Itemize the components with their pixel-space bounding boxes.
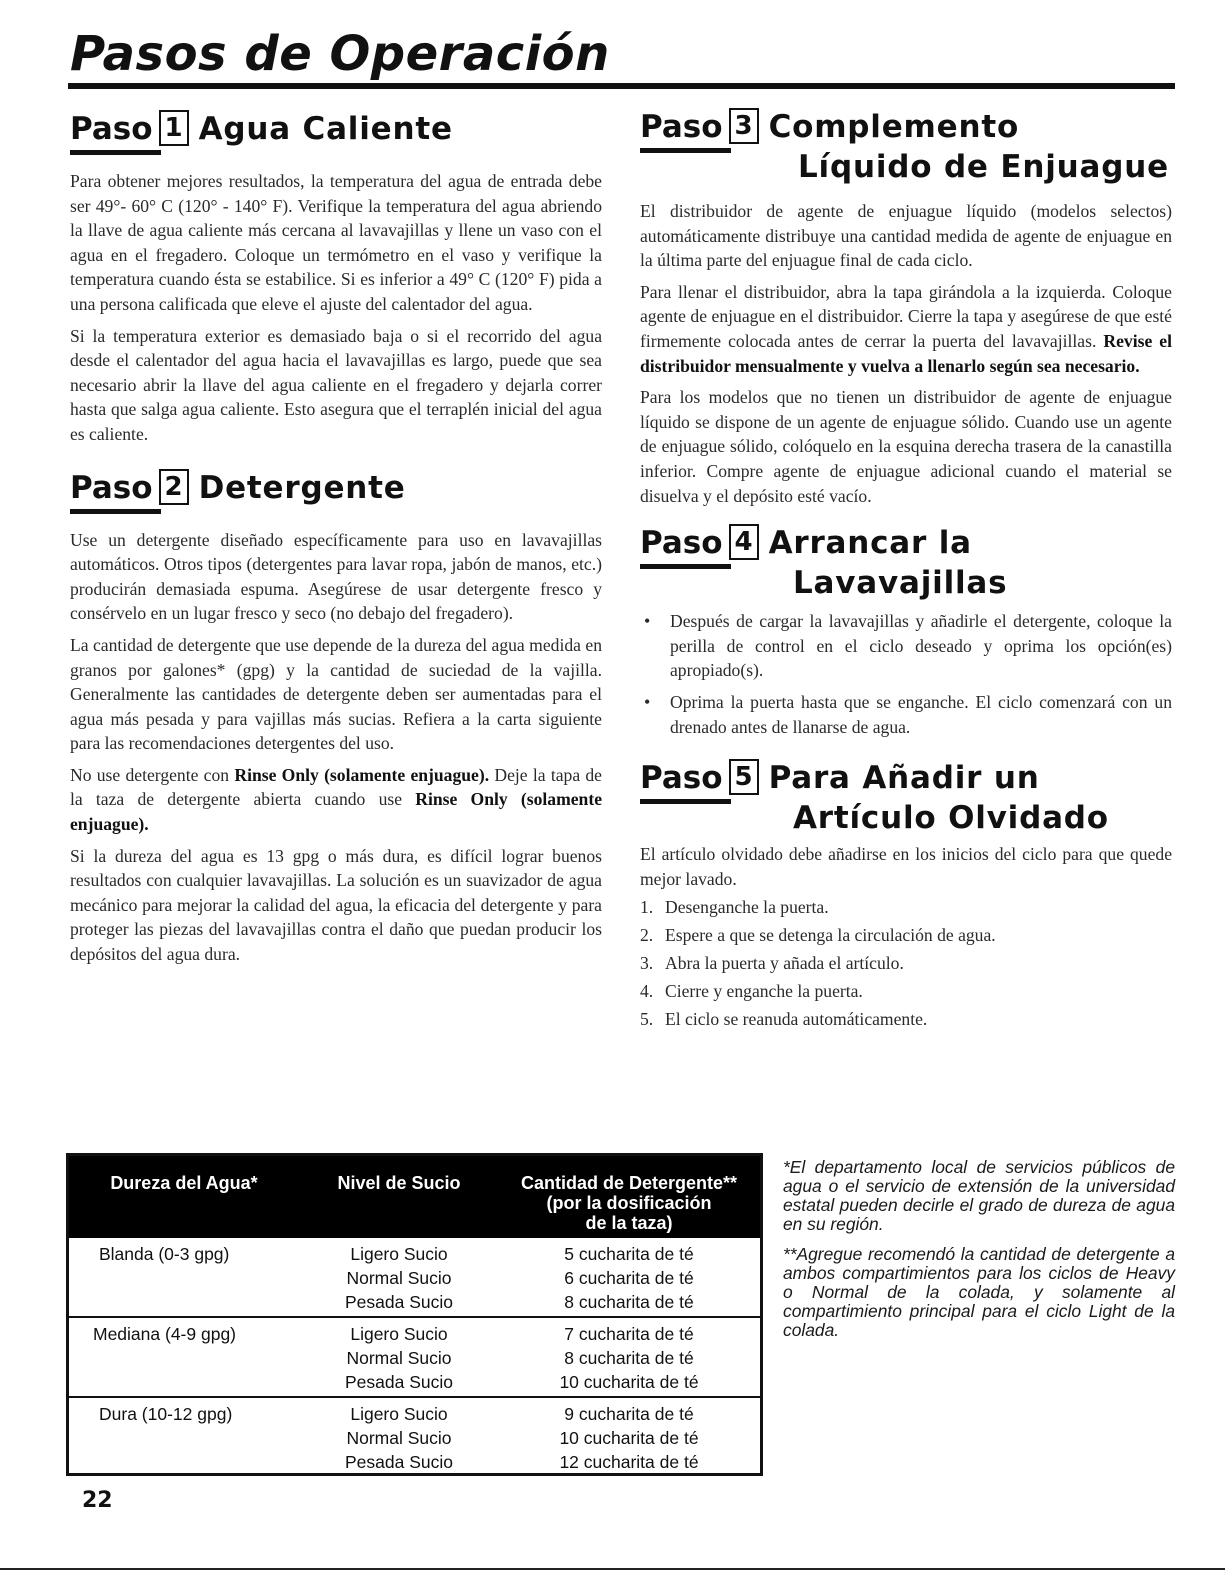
detergent-table [66, 1153, 763, 1476]
step-1-title: Agua Caliente [198, 111, 453, 147]
list-item-number: 5. [640, 1009, 654, 1030]
header-detergent-amount-line-1: Cantidad de Detergente** [520, 1173, 738, 1193]
header-detergent-amount-line-3: de la taza) [585, 1213, 673, 1233]
step-3-paragraph-1: El distribuidor de agente de enjuague líquido (modelos selectos) automáticamente distribuye una cantidad medida de agente de enjuague en la última parte del enjuague final de cada ciclo. [640, 201, 1172, 271]
step-5-title-line-2: Artículo Olvidado [793, 800, 1109, 837]
list-item: • Después de cargar la lavavajillas y añadirle el detergente, coloque la perilla de control en el ciclo deseado y oprima los opción(es) apropiado(s). [640, 609, 1172, 683]
step-2-number: 2 [159, 469, 189, 505]
step-3-heading [640, 108, 1172, 185]
hardness-cell: Dura (10-12 gpg) [99, 1404, 233, 1424]
step-4-heading [640, 524, 1172, 601]
step-3-word: Paso [640, 109, 723, 149]
hardness-cell: Blanda (0-3 gpg) [99, 1244, 230, 1264]
list-item-text: Cierre y enganche la puerta. [665, 981, 863, 1002]
page-number: 22 [82, 1488, 113, 1513]
detergent-amount: 7 cucharita de té [564, 1324, 694, 1344]
list-item [640, 1005, 1172, 1033]
hardness-footnote: *El departamento local de servicios públicos de agua o el servicio de extensión de la universidad estatal pueden decirle el grado de dureza de agua en su región. [783, 1157, 1175, 1234]
header-detergent-amount [499, 1156, 759, 1238]
soil-level: Normal Sucio [346, 1268, 452, 1288]
step-2-paragraph-1: Use un detergente diseñado específicamente para uso en lavavajillas automáticos. Otros tipos (detergentes para lavar ropa, jabón de manos, etc.) producirán demasiada espuma. Asegúrese de usar detergente fresco y consérvelo en un lugar fresco y seco (no debajo del fregadero). [70, 529, 602, 624]
list-item [640, 977, 1172, 1005]
step-1-number: 1 [159, 110, 189, 146]
list-item [640, 949, 1172, 977]
step-4-bullets [640, 609, 1172, 739]
step-1-paragraph-2: Si la temperatura exterior es demasiado baja o si el recorrido del agua desde el calentador del agua hacia el lavavajillas es largo, puede que sea necesario abrir la llave del agua caliente en el fregadero y dejarla correr hasta que salga agua caliente. Esto asegura que el terraplén inicial del agua es caliente. [70, 325, 602, 444]
amount-cell [499, 1402, 759, 1474]
soil-level: Pesada Sucio [345, 1372, 453, 1392]
hardness-cell: Mediana (4-9 gpg) [93, 1324, 236, 1344]
title-rule [68, 83, 1175, 89]
table-row [69, 1398, 760, 1476]
amount-cell [499, 1322, 759, 1394]
list-item-text: Espere a que se detenga la circulación de agua. [665, 925, 996, 946]
step-3-title-line-1: Complemento [768, 109, 1020, 145]
step-4-number: 4 [729, 524, 759, 560]
list-item-text: Desenganche la puerta. [665, 897, 829, 918]
rinse-only-label-1: Rinse Only (solamente enjuague). [234, 764, 490, 785]
table-header [69, 1156, 760, 1238]
bottom-rule [0, 1568, 1225, 1570]
step-1-paragraph-1: Para obtener mejores resultados, la temperatura del agua de entrada debe ser 49°- 60° C (120° - 140° F). Verifique la temperatura del agua abriendo la llave de agua caliente más cercana al lavavajillas y llene un vaso con el agua en el fregadero. Coloque un termómetro en el vaso y verifique la temperatura cuando ésta se estabilice. Si es inferior a 49° C (120° F) pida a una persona calificada que eleve el ajuste del calentador del agua. [70, 171, 602, 314]
soil-level: Pesada Sucio [345, 1292, 453, 1312]
amount-cell [499, 1242, 759, 1314]
header-water-hardness: Dureza del Agua* [110, 1173, 258, 1193]
step-4-word: Paso [640, 525, 723, 565]
step-5-list [640, 893, 1172, 1033]
step-3-paragraph-3: Para los modelos que no tienen un distribuidor de agente de enjuague líquido se dispone de un agente de enjuague sólido. Cuando use un agente de enjuague sólido, colóquelo en la esquina derecha trasera de la canastilla inferior. Compre agente de enjuague adicional cuando el material se disuelva y el depósito esté vacío. [640, 387, 1172, 506]
detergent-amount: 5 cucharita de té [564, 1244, 694, 1264]
list-item-text: Abra la puerta y añada el artículo. [665, 953, 904, 974]
step-4-title-line-2: Lavavajillas [793, 565, 1008, 602]
soil-level: Normal Sucio [346, 1428, 452, 1448]
detergent-amount: 10 cucharita de té [559, 1428, 699, 1448]
soil-level: Ligero Sucio [350, 1404, 448, 1424]
header-soil-level: Nivel de Sucio [337, 1173, 461, 1193]
step-5-word: Paso [640, 760, 723, 800]
detergent-amount: 10 cucharita de té [559, 1372, 699, 1392]
soil-level-cell [299, 1322, 499, 1394]
step-1-heading [70, 110, 602, 151]
step-3-title-line-2: Líquido de Enjuague [798, 149, 1169, 185]
detergent-amount: 8 cucharita de té [564, 1292, 694, 1312]
soil-level: Pesada Sucio [345, 1452, 453, 1472]
list-item-text: El ciclo se reanuda automáticamente. [665, 1009, 928, 1030]
step-5-paragraph-1: El artículo olvidado debe añadirse en los inicios del ciclo para que quede mejor lavado. [640, 844, 1172, 889]
soil-level-cell [299, 1402, 499, 1474]
step-3-number: 3 [729, 108, 759, 144]
rinse-note-text-b: Deje la tapa de la taza de detergente abierta cuando use [70, 764, 602, 810]
right-column [640, 108, 1172, 1033]
step-1-word: Paso [70, 111, 153, 151]
step-2-title: Detergente [198, 469, 406, 506]
step-2-paragraph-3 [70, 763, 602, 837]
step-2-paragraph-2: La cantidad de detergente que use depende de la dureza del agua medida en granos por galones* (gpg) y la cantidad de suciedad de la vajilla. Generalmente las cantidades de detergente deben ser aumentadas para el agua más pesada y para vajillas más sucias. Refiera a la carta siguiente para las recomendaciones detergentes del uso. [70, 634, 602, 754]
detergent-amount: 6 cucharita de té [564, 1268, 694, 1288]
soil-level: Ligero Sucio [350, 1324, 448, 1344]
list-item [640, 893, 1172, 921]
rinse-only-label-2: Rinse Only (solamente enjuague). [70, 789, 603, 835]
step-5-number: 5 [729, 759, 759, 795]
rinse-note-text-a: No use detergente con [70, 764, 235, 785]
list-item-number: 3. [640, 953, 654, 974]
step-2-word: Paso [70, 470, 153, 510]
list-item: • Oprima la puerta hasta que se enganche. El ciclo comenzará con un drenado antes de llanarse de agua. [640, 690, 1172, 739]
table-row [69, 1238, 760, 1318]
list-item [640, 921, 1172, 949]
left-column [70, 110, 602, 974]
step-5-heading [640, 759, 1172, 836]
refill-warning: Revise el distribuidor mensualmente y vuelva a llenarlo según sea necesario. [640, 330, 1172, 376]
detergent-amount: 12 cucharita de té [559, 1452, 699, 1472]
step-4-title-line-1: Arrancar la [768, 525, 972, 562]
step-5-title-line-1: Para Añadir un [768, 760, 1040, 797]
step-2-paragraph-4: Si la dureza del agua es 13 gpg o más dura, es difícil lograr buenos resultados con cualquier lavavajillas. La solución es un suavizador de agua mecánico para mejorar la calidad del agua, la eficacia del detergente y para proteger las piezas del lavavajillas contra el daño que puedan producir los depósitos del agua dura. [70, 845, 602, 965]
detergent-amount: 8 cucharita de té [564, 1348, 694, 1368]
list-item-number: 1. [640, 897, 654, 918]
soil-level-cell [299, 1242, 499, 1314]
page-title: Pasos de Operación [70, 26, 610, 82]
header-detergent-amount-line-2: (por la dosificación [546, 1193, 712, 1213]
soil-level: Ligero Sucio [350, 1244, 448, 1264]
detergent-footnote: **Agregue recomendó la cantidad de detergente a ambos compartimientos para los ciclos de Heavy o Normal de la colada, y solamente al compartimiento principal para el ciclo Light de la colada. [783, 1244, 1175, 1340]
detergent-amount: 9 cucharita de té [564, 1404, 694, 1424]
refill-text: Para llenar el distribuidor, abra la tapa girándola a la izquierda. Coloque agente de enjuague en el distribuidor. Cierre la tapa y asegúrese de que esté firmemente colocada antes de cerrar la puerta del lavavajillas. [640, 281, 1172, 351]
soil-level: Normal Sucio [346, 1348, 452, 1368]
list-item-number: 4. [640, 981, 654, 1002]
list-item-number: 2. [640, 925, 654, 946]
step-3-paragraph-2 [640, 280, 1172, 378]
table-row [69, 1318, 760, 1398]
step-2-heading [70, 469, 602, 510]
